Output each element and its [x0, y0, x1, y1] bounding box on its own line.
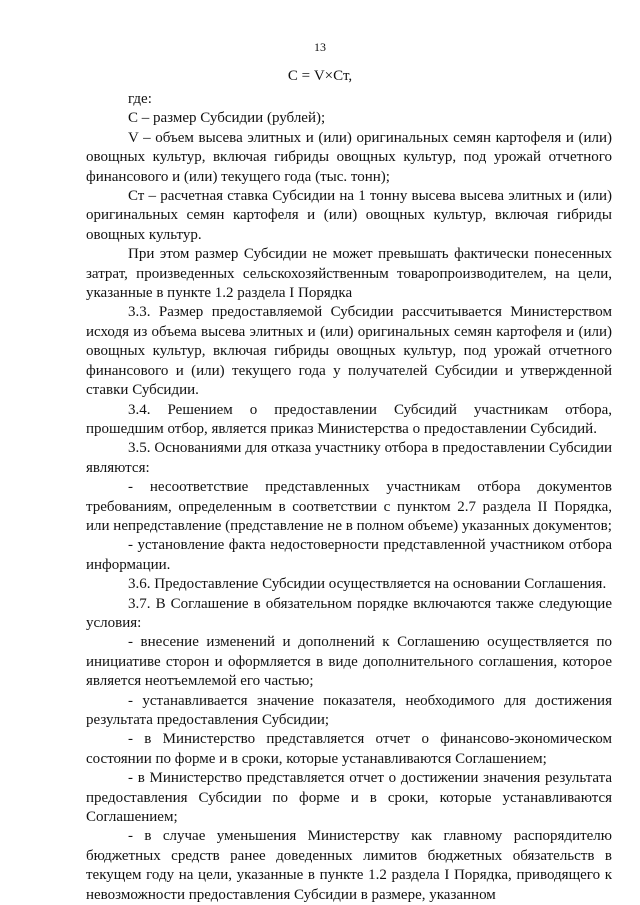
paragraph-3-7-item-3: - в Министерство представляется отчет о финансово-экономическом состоянии по форме и в сроки, которые устанавливаются Соглашением;: [86, 731, 612, 767]
document-body: [86, 90, 612, 905]
paragraph-3-4: 3.4. Решением о предоставлении Субсидий участникам отбора, прошедшим отбор, является приказ Министерства о предоставлении Субсидий.: [86, 401, 612, 437]
paragraph-3-7-item-4: - в Министерство представляется отчет о достижении значения результата предоставления Субсидии по форме и в сроки, которые устанавливаются Соглашением;: [86, 770, 612, 826]
paragraph-limit-note: При этом размер Субсидии не может превышать фактически понесенных затрат, произведенных сельскохозяйственным товаропроизводителем, на цели, указанные в пункте 1.2 раздела I Порядка: [86, 246, 612, 302]
paragraph-3-6: 3.6. Предоставление Субсидии осуществляется на основании Соглашения.: [128, 576, 607, 593]
paragraph-3-7-item-2: - устанавливается значение показателя, необходимого для достижения результата предоставления Субсидии;: [86, 692, 612, 728]
paragraph-3-7-item-5: - в случае уменьшения Министерству как главному распорядителю бюджетных средств ранее доведенных лимитов бюджетных обязательств в текущем году на цели, указанные в пункте 1.2 раздела I Порядка, приводящего к невозможности предоставления Субсидии в размере, указанном: [86, 828, 612, 903]
paragraph-3-5-item-2: - установление факта недостоверности представленной участником отбора информации.: [86, 537, 612, 573]
paragraph-3-3: 3.3. Размер предоставляемой Субсидии рассчитывается Министерством исходя из объема высева элитных и (или) оригинальных семян картофеля и (или) овощных культур, включая гибриды овощных культур, под урожай отчетного финансового и (или) текущего года у получателей Субсидии и утвержденной ставки Субсидии.: [86, 304, 612, 399]
page-number: 13: [314, 40, 326, 54]
paragraph-3-5-item-1: - несоответствие представленных участникам отбора документов требованиям, определенным в соответствии с пунктом 2.7 раздела II Порядка, или непредставление (представление не в полном объеме) указанных документов;: [86, 479, 612, 534]
subsidy-formula: С = V×Ст,: [287, 68, 353, 84]
paragraph-definition-st: Ст – расчетная ставка Субсидии на 1 тонну высева высева элитных и (или) оригинальных семян картофеля и (или) овощных культур, включая гибриды овощных культур.: [86, 188, 612, 243]
paragraph-3-7: 3.7. В Соглашение в обязательном порядке включаются также следующие условия:: [86, 595, 612, 631]
paragraph-3-7-item-1: - внесение изменений и дополнений к Соглашению осуществляется по инициативе сторон и оформляется в виде дополнительного соглашения, которое является неотъемлемой его частью;: [86, 634, 612, 690]
paragraph-definition-v: V – объем высева элитных и (или) оригинальных семян картофеля и (или) овощных культур, включая гибриды овощных культур, под урожай отчетного финансового и (или) текущего года (тыс. тонн);: [86, 129, 612, 185]
paragraph-3-5: 3.5. Основаниями для отказа участнику отбора в предоставлении Субсидии являются:: [86, 440, 612, 476]
paragraph-definition-c: С – размер Субсидии (рублей);: [128, 110, 326, 127]
paragraph-where: где:: [128, 91, 152, 107]
